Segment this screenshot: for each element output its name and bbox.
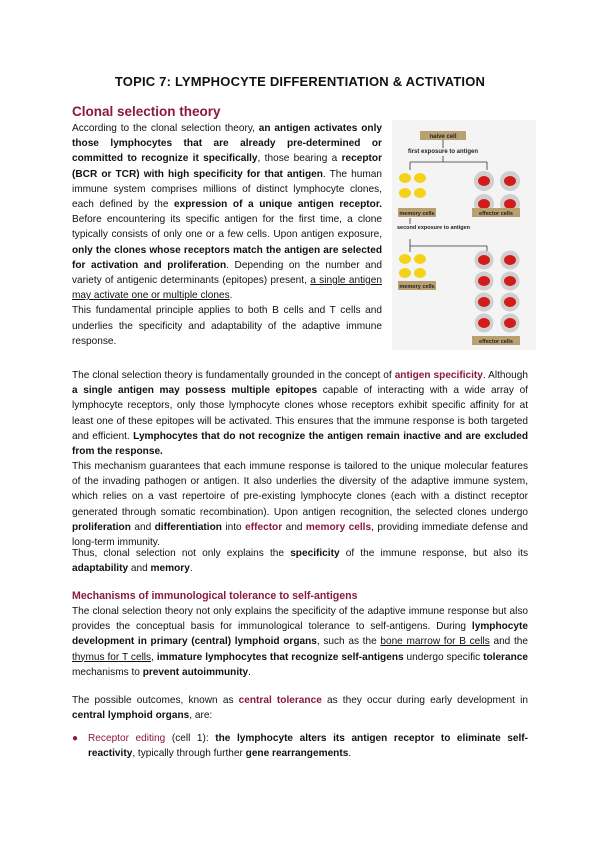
first-exposure-label: first exposure to antigen xyxy=(407,149,479,155)
section-heading-clonal-selection: Clonal selection theory xyxy=(72,104,221,119)
second-exposure-label: second exposure to antigen xyxy=(397,225,471,231)
intro-paragraph: According to the clonal selection theory, an antigen activates only those lymphocytes that are already pre-determined or committed to recognize it specifically, those bearing a receptor (BCR or TCR) with high specificity for that antigen. The human immune system comprises millions of distinct lymphocyte clones, each defined by the expression of a unique antigen receptor. Before encountering its specific antigen for the first time, a clone typically consists of only one or a few cells. Upon antigen exposure, only the clones whose receptors match the antigen are selected for activation and proliferation. Depending on the number and variety of antigenic determinants (epitopes) present, a single antigen may activate one or multiple clones. This fundamental principle applies to both B cells and T cells and underlies the specificity and adaptability of the adaptive immune response. xyxy=(72,123,382,347)
effector-cells-label-2: effector cells xyxy=(479,339,513,345)
list-item-receptor-editing: ● Receptor editing (cell 1): the lymphocyte alters its antigen receptor to eliminate self-reactivity, typically through further gene rearrangements. xyxy=(72,733,529,760)
paragraph-antigen-specificity: The clonal selection theory is fundamentally grounded in the concept of antigen specificity. Although a single antigen may possess multiple epitopes capable of interacting with a wide array of lymphocyte receptors, only those lymphocyte clones whose receptors exhibit specific affinity for at least one of these epitopes will be activated. This ensures that the immune response is both targeted and efficient. Lymphocytes that do not recognize the antigen remain inactive and are excluded from the response. xyxy=(72,370,529,458)
effector-cells-label-1: effector cells xyxy=(479,211,513,217)
memory-cells-label-2: memory cells xyxy=(399,284,435,290)
intro-paragraph-2: This fundamental principle applies to both B cells and T cells and underlies the specificity and adaptability of the adaptive immune response. xyxy=(72,305,382,347)
paragraph-mechanism: This mechanism guarantees that each immune response is tailored to the unique molecular features of the invading pathogen or antigen. It also underlies the diversity of the adaptive immune system, which relies on a vast repertoire of pre-existing lymphocyte clones (each with a distinct receptor generated through somatic recombination). Upon antigen recognition, the selected clones undergo proliferation and differentiation into effector and memory cells, providing immediate defense and long-term immunity. xyxy=(72,461,528,549)
paragraph-outcomes: The possible outcomes, known as central tolerance as they occur during early development in central lymphoid organs, are: xyxy=(72,695,528,722)
bullet-dot-icon: ● xyxy=(72,733,79,744)
paragraph-thus: Thus, clonal selection not only explains the specificity of the immune response, but also its adaptability and memory. xyxy=(72,548,528,575)
clonal-selection-figure xyxy=(392,120,536,350)
memory-cells-label-1: memory cells xyxy=(399,211,435,217)
paragraph-tolerance: The clonal selection theory not only explains the specificity of the adaptive immune response but also provides the conceptual basis for immunological tolerance to self-antigens. During lymphocyte development in primary (central) lymphoid organs, such as the bone marrow for B cells and the thymus for T cells, immature lymphocytes that recognize self-antigens undergo specific tolerance mechanisms to prevent autoimmunity. xyxy=(72,606,528,678)
naive-cell-label: naive cell xyxy=(429,134,457,140)
page-title: TOPIC 7: LYMPHOCYTE DIFFERENTIATION & ACTIVATION xyxy=(114,74,486,89)
section-heading-tolerance: Mechanisms of immunological tolerance to self-antigens xyxy=(72,590,358,602)
